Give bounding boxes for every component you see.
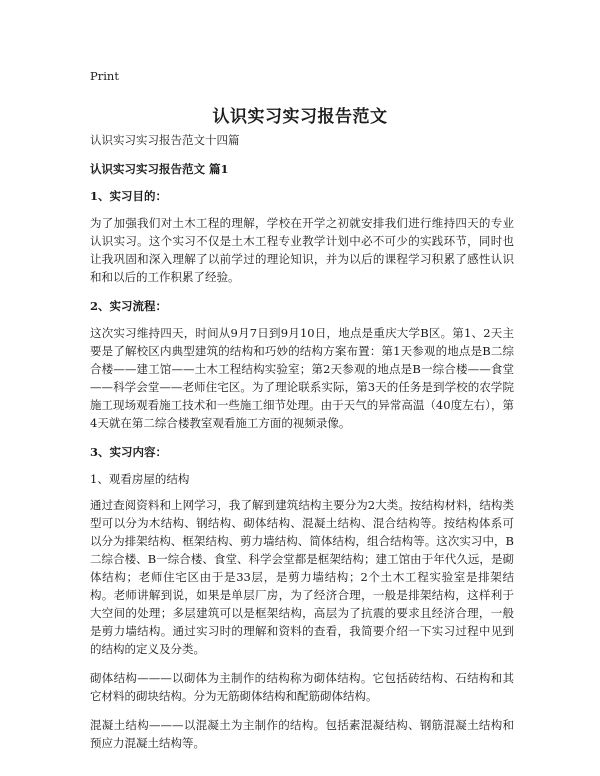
section-body-masonry: 砌体结构———以砌体为主制作的结构称为砌体结构。它包括砖结构、石结构和其它材料的砌块结构。分为无筋砌体结构和配筋砌体结构。 (90, 671, 514, 703)
section-body-structure: 通过查阅资料和上网学习，我了解到建筑结构主要分为2大类。按结构材料，结构类型可以分为木结构、钢结构、砌体结构、混凝土结构、混合结构等。按结构体系可以分为排架结构、框架结构、剪力墙结构、简体结构，组合结构等。这次实习中，B二综合楼、B一综合楼、食堂、科学会堂都是框架结构；建工馆由于年代久远，是砌体结构；老师住宅区由于是33层，是剪力墙结构；2个土木工程实验室是排架结构。老师讲解到说，如果是单层厂房，为了经济合理，一般是排架结构，这样利于大空间的处理；多层建筑可以是框架结构，高层为了抗震的要求且经济合理，一般是剪力墙结构。通过实习时的理解和资料的查看，我简要介绍一下实习过程中见到的结构的定义及分类。 (90, 498, 514, 656)
section-body-concrete: 混凝土结构———以混凝土为主制作的结构。包括素混凝结构、钢筋混凝土结构和预应力混凝土结构等。 (90, 718, 514, 750)
document-subtitle: 认识实习实习报告范文十四篇 (90, 133, 240, 147)
section-body-process: 这次实习维持四天，时间从9月7日到9月10日，地点是重庆大学B区。第1、2天主要是了解校区内典型建筑的结构和巧妙的结构方案布置：第1天参观的地点是B二综合楼——建工馆——土木工程结构实验室；第2天参观的地点是B一综合楼——食堂——科学会堂——老师住宅区。为了理论联系实际，第3天的任务是到学校的农学院施工现场观看施工技术和一些施工细节处理。由于天气的异常高温（40度左右），第4天就在第二综合楼教室观看施工方面的视频录像。 (90, 326, 514, 430)
document-title: 认识实习实习报告范文 (212, 107, 388, 127)
print-label: Print (90, 69, 119, 83)
section-body-purpose: 为了加强我们对土木工程的理解，学校在开学之初就安排我们进行维持四天的专业认识实习。这个实习不仅是土木工程专业教学计划中必不可少的实践环节，同时也让我巩固和深入理解了以前学过的理论知识，并为以后的课程学习积累了感性认识和和以后的工作积累了经验。 (90, 216, 514, 284)
article-title: 认识实习实习报告范文 篇1 (90, 162, 229, 176)
section-subheading-structure: 1、观看房屋的结构 (90, 472, 190, 486)
section-heading-content: 3、实习内容： (90, 445, 168, 459)
section-heading-purpose: 1、实习目的： (90, 189, 168, 203)
document-body (90, 131, 514, 763)
section-heading-process: 2、实习流程： (90, 299, 168, 313)
